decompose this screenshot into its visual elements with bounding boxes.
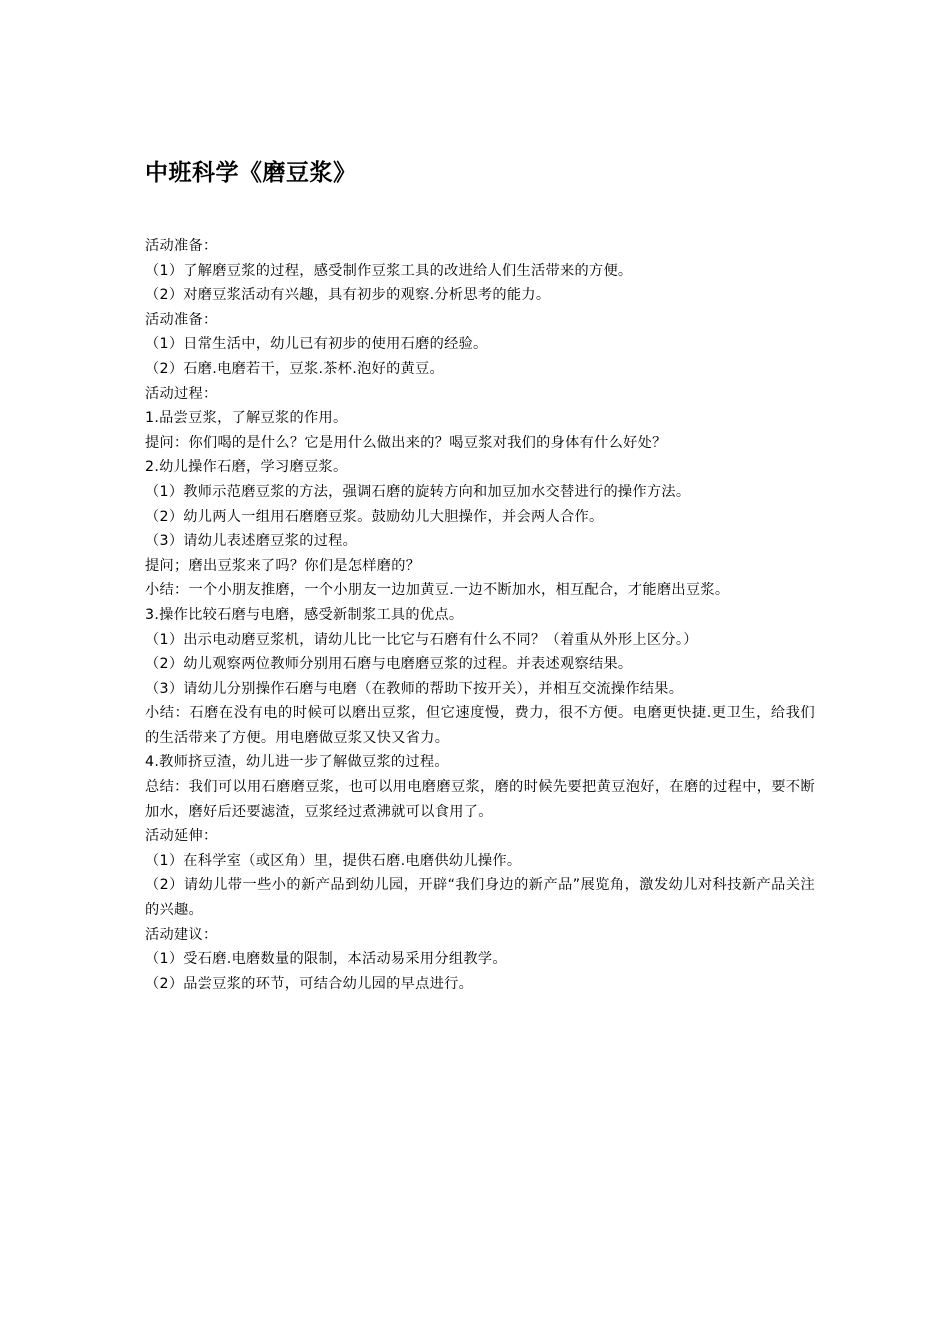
- section-heading-preparation: 活动准备：: [145, 311, 218, 328]
- conclusion-paragraph: 总结：我们可以用石磨磨豆浆，也可以用电磨磨豆浆，磨的时候先要把黄豆泡好，在磨的过程中，要不断加水，磨好后还要滤渣，豆浆经过煮沸就可以食用了。: [145, 779, 815, 820]
- extension-paragraph: （2）请幼儿带一些小的新产品到幼儿园，开辟“我们身边的新产品”展览角，激发幼儿对科技新产品关注的兴趣。: [145, 877, 815, 919]
- text-line: （1）出示电动磨豆浆机，请幼儿比一比它与石磨有什么不同？（着重从外形上区分。）: [145, 631, 698, 648]
- text-line: （3）请幼儿表述磨豆浆的过程。: [145, 533, 358, 550]
- text-line: （2）幼儿观察两位教师分别用石磨与电磨磨豆浆的过程。并表述观察结果。: [145, 656, 633, 673]
- text-line: （2）石磨.电磨若干，豆浆.茶杯.泡好的黄豆。: [145, 360, 445, 377]
- text-line: （3）请幼儿分别操作石磨与电磨（在教师的帮助下按开关），并相互交流操作结果。: [145, 680, 684, 697]
- step-heading: 2.幼儿操作石磨，学习磨豆浆。: [145, 459, 348, 476]
- step-heading: 3.操作比较石磨与电磨，感受新制浆工具的优点。: [145, 606, 464, 623]
- text-line: 小结：一个小朋友推磨，一个小朋友一边加黄豆.一边不断加水，相互配合，才能磨出豆浆。: [145, 582, 730, 599]
- section-heading-suggestion: 活动建议：: [145, 926, 218, 943]
- section-heading-process: 活动过程：: [145, 385, 218, 402]
- text-line: （1）日常生活中，幼儿已有初步的使用石磨的经验。: [145, 336, 488, 353]
- text-line: （2）对磨豆浆活动有兴趣，具有初步的观察.分析思考的能力。: [145, 287, 551, 304]
- text-line: （1）受石磨.电磨数量的限制，本活动易采用分组教学。: [145, 951, 507, 968]
- document-body: [145, 234, 815, 996]
- section-heading-extension: 活动延伸：: [145, 828, 218, 845]
- text-line: （2）幼儿两人一组用石磨磨豆浆。鼓励幼儿大胆操作，并会两人合作。: [145, 508, 604, 525]
- text-line: （1）在科学室（或区角）里，提供石磨.电磨供幼儿操作。: [145, 852, 522, 869]
- section-heading-preparation: 活动准备：: [145, 238, 218, 254]
- text-line: 提问：你们喝的是什么？它是用什么做出来的？喝豆浆对我们的身体有什么好处？: [145, 434, 667, 451]
- summary-paragraph: 小结：石磨在没有电的时候可以磨出豆浆，但它速度慢，费力，很不方便。电磨更快捷.更卫生，给我们的生活带来了方便。用电磨做豆浆又快又省力。: [145, 705, 815, 746]
- text-line: （1）教师示范磨豆浆的方法，强调石磨的旋转方向和加豆加水交替进行的操作方法。: [145, 483, 691, 500]
- text-line: （1）了解磨豆浆的过程，感受制作豆浆工具的改进给人们生活带来的方便。: [145, 262, 633, 279]
- step-heading: 1.品尝豆浆，了解豆浆的作用。: [145, 410, 348, 427]
- step-heading: 4.教师挤豆渣，幼儿进一步了解做豆浆的过程。: [145, 754, 449, 771]
- page-title: 中班科学《磨豆浆》: [145, 160, 357, 186]
- text-line: 提问；磨出豆浆来了吗？你们是怎样磨的？: [145, 557, 421, 574]
- text-line: （2）品尝豆浆的环节，可结合幼儿园的早点进行。: [145, 975, 474, 992]
